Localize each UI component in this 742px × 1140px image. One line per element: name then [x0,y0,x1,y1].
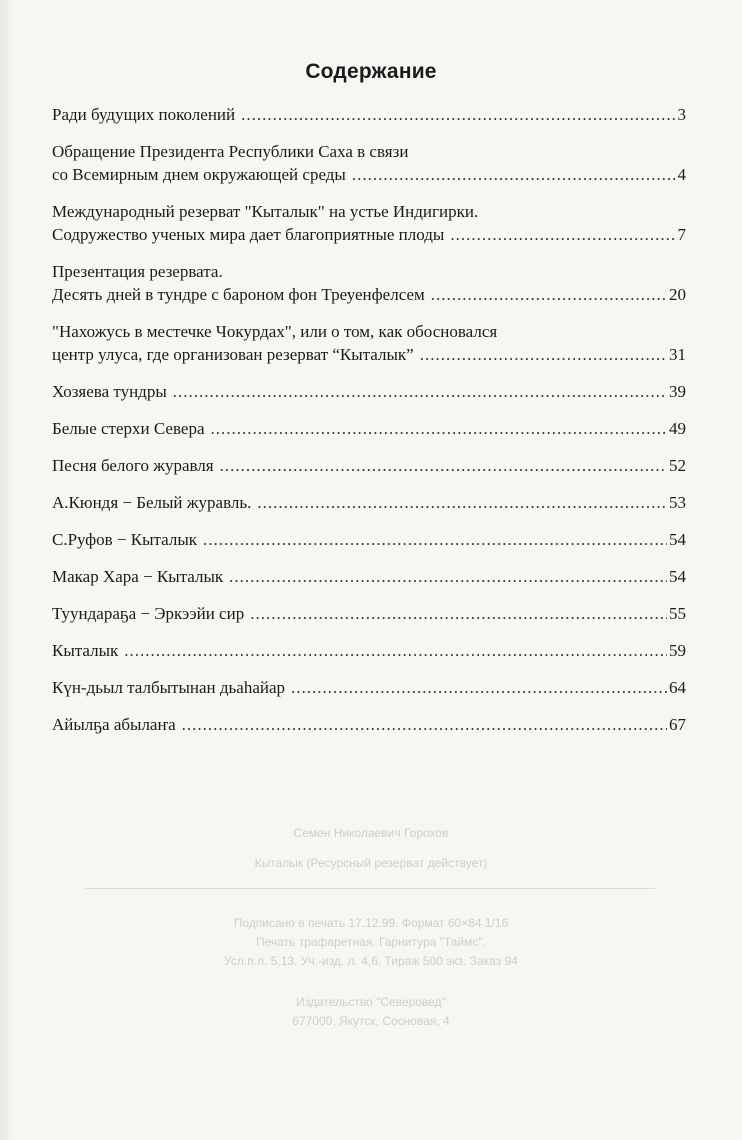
toc-page-number: 3 [677,105,686,124]
toc-entry-title: Ради будущих поколений [52,105,236,124]
toc-page-number: 52 [669,456,686,475]
toc-entry-line [52,491,686,514]
dot-leader [352,163,676,186]
toc-entry [52,103,686,126]
dot-leader [450,223,675,246]
toc-entry-title: Обращение Президента Республики Саха в связи [52,142,409,161]
toc-entry-line [52,283,686,306]
toc-page-number: 39 [669,382,686,401]
toc-entry-title: Презентация резервата. [52,262,223,281]
toc-entry-title: со Всемирным днем окружающей среды [52,165,346,184]
toc-entry-line [52,602,686,625]
toc-entry-title: С.Руфов − Кыталык [52,530,198,549]
dot-leader [124,639,667,662]
toc-entry-title: Содружество ученых мира дает благоприятные плоды [52,225,445,244]
toc-entry-line [52,223,686,246]
toc-page-number: 20 [669,285,686,304]
toc-entry [52,639,686,662]
toc-entry-title: Макар Хара − Кыталык [52,567,224,586]
dot-leader [241,103,675,126]
toc-entry-line [52,639,686,662]
toc-entry [52,491,686,514]
toc-page-number: 67 [669,715,686,734]
toc-entry-line [52,713,686,736]
page-edge [0,0,14,1140]
toc-entry-title: Күн-дьыл талбытынан дьаһайар [52,678,286,697]
imprint-address: 677000, Якутск, Сосновая, 4 [292,1014,450,1028]
toc-entry-line [52,200,686,223]
toc-page-number: 59 [669,641,686,660]
toc-page-number: 7 [677,225,686,244]
imprint-line: Подписано в печать 17.12.99. Формат 60×84 1/16 [233,916,509,930]
toc-entry-line [52,140,686,163]
page-title: Содержание [305,60,437,83]
toc-entry-line [52,260,686,283]
toc-entry-line [52,343,686,366]
imprint-line: Усл.п.л. 5,13. Уч.-изд. л. 4,6. Тираж 500 экз. Заказ 94 [224,954,518,968]
toc-entry [52,260,686,306]
table-of-contents [52,103,686,750]
dot-leader [203,528,667,551]
toc-entry [52,454,686,477]
toc-entry-title: центр улуса, где организован резерват “Кыталык” [52,345,414,364]
dot-leader [211,417,668,440]
toc-entry-line [52,454,686,477]
dot-leader [420,343,667,366]
toc-page-number: 31 [669,345,686,364]
toc-entry-title: Десять дней в тундре с бароном фон Треуенфелсем [52,285,425,304]
toc-page-number: 64 [669,678,686,697]
imprint-divider [85,888,655,889]
toc-entry-line [52,380,686,403]
dot-leader [173,380,667,403]
toc-entry-line [52,676,686,699]
toc-entry-title: Белые стерхи Севера [52,419,205,438]
toc-entry [52,200,686,246]
toc-entry-line [52,417,686,440]
toc-entry [52,528,686,551]
toc-entry [52,380,686,403]
toc-entry-title: Международный резерват "Кыталык" на устье Индигирки. [52,202,479,221]
toc-entry-line [52,103,686,126]
toc-entry [52,602,686,625]
toc-entry-title: А.Кюндя − Белый журавль. [52,493,252,512]
toc-page-number: 53 [669,493,686,512]
toc-entry-title: Хозяева тундры [52,382,167,401]
toc-page-number: 55 [669,604,686,623]
toc-entry-title: Айылҕа абылаҥа [52,715,176,734]
toc-entry-title: Песня белого журавля [52,456,214,475]
toc-entry [52,676,686,699]
toc-entry [52,140,686,186]
dot-leader [257,491,667,514]
toc-entry-line [52,565,686,588]
toc-entry-title: Кыталык [52,641,119,660]
toc-entry-title: Туундараҕа − Эркээйи сир [52,604,245,623]
dot-leader [431,283,667,306]
toc-entry [52,417,686,440]
dot-leader [291,676,667,699]
toc-entry-title: "Нахожусь в местечке Чокурдах", или о том, как обосновался [52,322,498,341]
toc-entry [52,565,686,588]
toc-entry-line [52,528,686,551]
toc-page-number: 54 [669,567,686,586]
dot-leader [182,713,667,736]
dot-leader [250,602,667,625]
dot-leader [229,565,667,588]
dot-leader [220,454,667,477]
imprint-author: Семен Николаевич Горохов [293,826,449,840]
imprint-line: Печать трафаретная. Гарнитура "Таймс". [256,935,486,949]
toc-entry-line [52,163,686,186]
toc-entry-line [52,320,686,343]
imprint-book-title: Кыталык (Ресурсный резерват действует) [254,856,488,870]
toc-entry [52,320,686,366]
toc-page-number: 54 [669,530,686,549]
toc-page-number: 49 [669,419,686,438]
toc-entry [52,713,686,736]
imprint-publisher: Издательство "Северовед" [296,995,446,1009]
toc-page-number: 4 [677,165,686,184]
